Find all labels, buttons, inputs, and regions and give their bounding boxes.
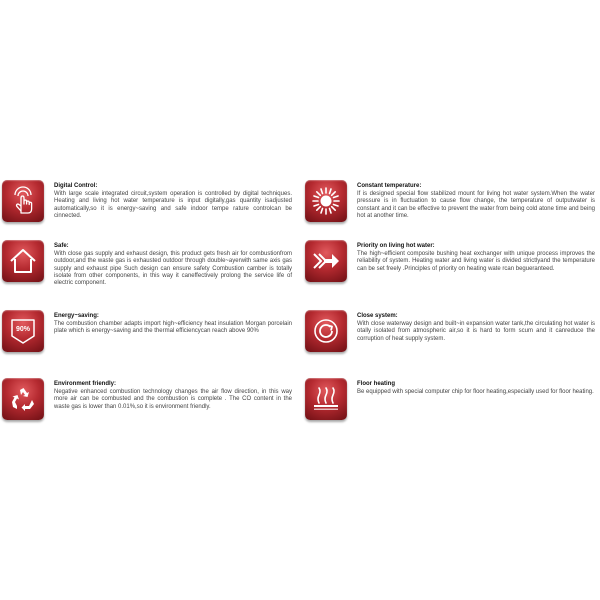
sun-icon: [311, 186, 341, 216]
feature-body: If is designed special flow stabilized mount for living hot water system.When the water pressure is in fluctuation to cause flow change, the temperature of outputwater is constant and it can be effective to prevent the water from being cold atone time and being hot at another time.: [357, 191, 595, 219]
touch-hand-icon: [8, 186, 38, 216]
feature-title: Safe:: [54, 243, 69, 249]
feature-close-system: [305, 310, 595, 360]
feature-title: Digital Control:: [54, 183, 98, 189]
icon-tile: [305, 310, 347, 352]
ninety-percent-label: 90%: [15, 326, 31, 333]
icon-tile: [305, 240, 347, 282]
feature-environment-friendly: [2, 378, 292, 428]
icon-tile: [2, 240, 44, 282]
feature-priority-hot-water: [305, 240, 595, 290]
feature-energy-saving: [2, 310, 292, 360]
feature-body: Negative enhanced combustion technology changes the air flow direction, in this way more air can be combusted and the combustion is complete . The CO content in the waste gas is lower than 0.01%,so it is environment friendly.: [54, 389, 292, 410]
feature-body: With large scale integrated circuit,system operation is controlled by digital techniques. Heating and living hot water temperature is input digitally,gas quantity isadjusted automatically,so it is energy~saving and safe indoor tempe rature controlcan be cinnected.: [54, 191, 292, 219]
feature-floor-heating: [305, 378, 595, 428]
icon-tile: [305, 180, 347, 222]
feature-title: Constant temperature:: [357, 183, 422, 189]
icon-tile: [2, 310, 44, 352]
feature-title: Floor heating: [357, 381, 395, 387]
floor-heating-icon: [311, 384, 341, 414]
feature-body: With close gas supply and exhaust design, this product gets fresh air for combustionfrom outdoor,and the waste gas is exhausted outdoor through double~ayerwith same axis gas supply and exhaust pipe Such design can ensure safety Combustion camber is totally isolate from other components, in this way it caneffectively prolong the service life of electric component.: [54, 251, 292, 287]
house-icon: [8, 246, 38, 276]
feature-title: Priority on living hot water:: [357, 243, 435, 249]
feature-body: The high~efficient composite bushing heat exchanger with unique process improves the reliability of system. Heating water and living water is divided strictlyand the temperature can be set freely .Principles of priority on heating wate rcan begueranteed.: [357, 251, 595, 272]
circulation-icon: [311, 316, 341, 346]
icon-tile: [305, 378, 347, 420]
feature-title: Environment friendly:: [54, 381, 117, 387]
feature-safe: [2, 240, 292, 290]
feature-body: Be equipped with special computer chip for floor heating,especially used for floor heating.: [357, 389, 594, 395]
icon-tile: [2, 180, 44, 222]
feature-digital-control: [2, 180, 292, 230]
feature-body: The combustion chamber adapts import high~efficiency heat insulation Morgan porcelain plate which is energy~saving and the thermal efficiencycan reach above 90%: [54, 321, 292, 335]
icon-tile: [2, 378, 44, 420]
feature-title: Close system:: [357, 313, 398, 319]
feature-constant-temperature: [305, 180, 595, 230]
feature-body: With close waterway design and built~in expansion water tank,the circulating hot water is otally isolated from atmospheric air,so it is hard to form scum and it canreduce the corruption of heat supply system.: [357, 321, 595, 342]
ninety-percent-icon: [8, 316, 38, 346]
feature-title: Energy~saving:: [54, 313, 99, 319]
recycle-icon: [8, 384, 38, 414]
priority-arrow-icon: [311, 246, 341, 276]
